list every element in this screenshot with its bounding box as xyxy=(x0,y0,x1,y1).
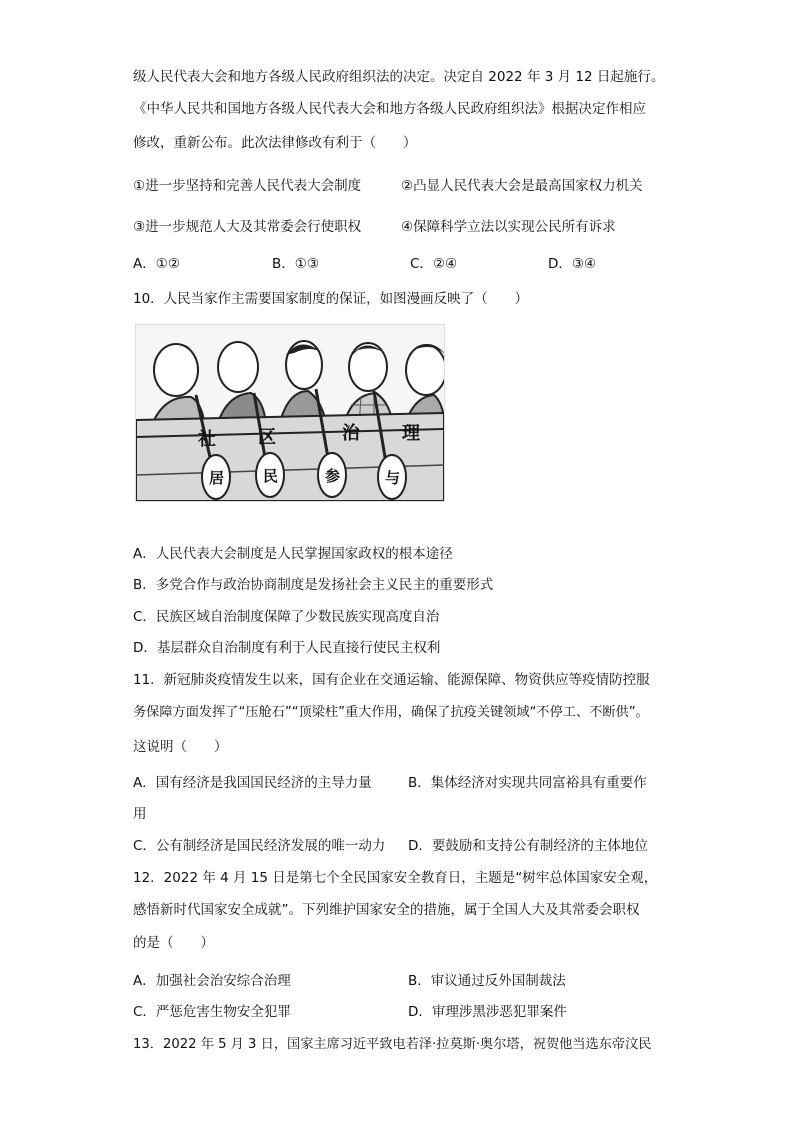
q9-item-2: ②凸显人民代表大会是最高国家权力机关 xyxy=(401,178,643,194)
q12-option-d[interactable]: D．审理涉黑涉恶犯罪案件 xyxy=(408,1004,567,1020)
cartoon-oar-char: 居 xyxy=(209,469,225,487)
q13-stem-line-1: 13．2022 年 5 月 3 日，国家主席习近平致电若泽·拉莫斯·奥尔塔，祝贺他当选东帝汶民 xyxy=(133,1037,652,1052)
q11-option-b-wrap: 用 xyxy=(133,806,147,822)
q11-option-a[interactable]: A．国有经济是我国国民经济的主导力量 xyxy=(133,775,372,791)
q9-item-4: ④保障科学立法以实现公民所有诉求 xyxy=(401,219,616,235)
cartoon-board-char: 社 xyxy=(198,429,216,450)
community-governance-cartoon xyxy=(135,324,445,502)
q12-stem-line-2: 感悟新时代国家安全成就”。下列维护国家安全的措施，属于全国人大及其常委会职权 xyxy=(133,902,640,918)
cartoon-board-char: 区 xyxy=(258,427,276,448)
q9-option-c[interactable]: C．②④ xyxy=(410,256,458,272)
q10-option-b[interactable]: B．多党合作与政治协商制度是发扬社会主义民主的重要形式 xyxy=(133,577,494,593)
q9-option-a[interactable]: A．①② xyxy=(133,256,180,272)
cartoon-board-char: 理 xyxy=(402,423,420,444)
q9-option-d[interactable]: D．③④ xyxy=(548,256,597,272)
q11-option-b[interactable]: B．集体经济对实现共同富裕具有重要作 xyxy=(408,775,647,791)
cartoon-oar-char: 民 xyxy=(263,467,279,485)
q9-stem-line-2: 《中华人民共和国地方各级人民代表大会和地方各级人民政府组织法》根据决定作相应 xyxy=(133,101,646,117)
q10-option-d[interactable]: D．基层群众自治制度有利于人民直接行使民主权利 xyxy=(133,640,441,656)
q10-option-c[interactable]: C．民族区域自治制度保障了少数民族实现高度自治 xyxy=(133,609,440,625)
q9-item-3: ③进一步规范人大及其常委会行使职权 xyxy=(133,219,362,235)
cartoon-drawing xyxy=(136,325,444,501)
q11-option-d[interactable]: D．要鼓励和支持公有制经济的主体地位 xyxy=(408,838,648,854)
q11-option-c[interactable]: C．公有制经济是国民经济发展的唯一动力 xyxy=(133,838,386,854)
q12-option-a[interactable]: A．加强社会治安综合治理 xyxy=(133,973,291,989)
q12-stem-line-3: 的是（ ） xyxy=(133,935,214,951)
q9-stem-line-3: 修改，重新公布。此次法律修改有利于（ ） xyxy=(133,135,417,151)
q9-stem-line-1: 级人民代表大会和地方各级人民政府组织法的决定。决定自 2022 年 3 月 12 日起施行。 xyxy=(133,69,665,85)
q11-stem-line-1: 11．新冠肺炎疫情发生以来，国有企业在交通运输、能源保障、物资供应等疫情防控服 xyxy=(133,672,650,688)
q11-stem-line-3: 这说明（ ） xyxy=(133,739,228,755)
cartoon-board-char: 治 xyxy=(342,423,360,444)
q12-option-c[interactable]: C．严惩危害生物安全犯罪 xyxy=(133,1004,291,1020)
q11-stem-line-2: 务保障方面发挥了“压舱石”“顶梁柱”重大作用，确保了抗疫关键领域“不停工、不断供”。 xyxy=(133,705,649,720)
q10-option-a[interactable]: A．人民代表大会制度是人民掌握国家政权的根本途径 xyxy=(133,546,453,562)
q12-stem-line-1: 12．2022 年 4 月 15 日是第七个全民国家安全教育日，主题是“树牢总体国家安全观， xyxy=(133,870,658,886)
cartoon-oar-char: 与 xyxy=(385,469,401,487)
q10-stem: 10．人民当家作主需要国家制度的保证，如图漫画反映了（ ） xyxy=(133,291,529,307)
q9-option-b[interactable]: B．①③ xyxy=(272,256,319,272)
q12-option-b[interactable]: B．审议通过反外国制裁法 xyxy=(408,973,566,989)
cartoon-oar-char: 参 xyxy=(325,467,341,485)
q9-item-1: ①进一步坚持和完善人民代表大会制度 xyxy=(133,178,362,194)
